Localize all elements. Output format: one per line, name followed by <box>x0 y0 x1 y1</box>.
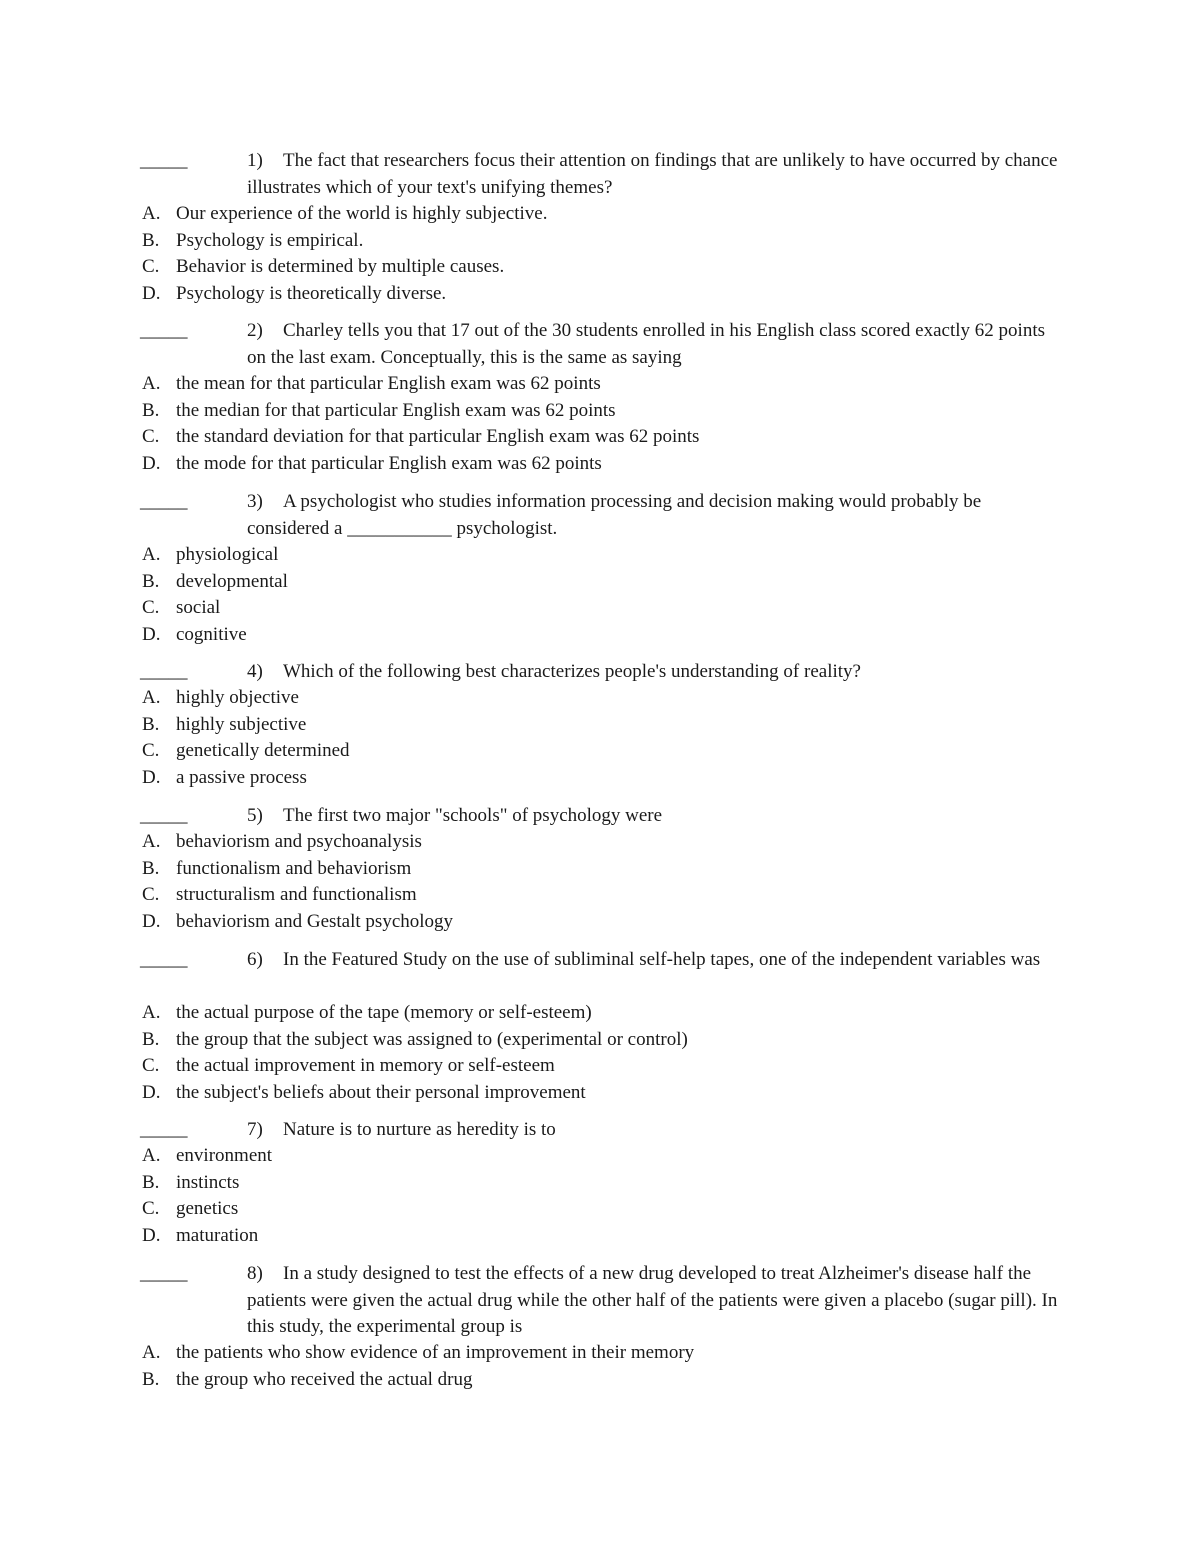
question-text: The fact that researchers focus their attention on findings that are unlikely to have occurred by chance illustrates which of your text's unifying themes? <box>247 150 1058 198</box>
question-number: 4) <box>247 661 263 682</box>
choice-d <box>140 451 1090 478</box>
choice-a <box>140 685 1090 712</box>
choice-text: genetics <box>176 1198 239 1220</box>
choice-list <box>140 1143 1090 1250</box>
choice-text: behaviorism and psychoanalysis <box>176 831 422 852</box>
choice-c <box>140 1196 1090 1223</box>
choice-a <box>140 1000 1090 1027</box>
choice-letter: C. <box>142 597 160 619</box>
choice-text: highly objective <box>176 687 299 708</box>
question-text: Nature is to nurture as heredity is to <box>283 1119 556 1140</box>
choice-letter: A. <box>142 203 161 224</box>
choice-text: Psychology is empirical. <box>176 229 364 251</box>
choice-c <box>140 595 1090 622</box>
choice-text: a passive process <box>176 767 307 789</box>
choice-b <box>140 712 1090 739</box>
choice-text: the standard deviation for that particular English exam was 62 points <box>176 426 700 448</box>
choice-letter: D. <box>142 911 161 933</box>
answer-blank: _____ <box>140 949 188 970</box>
choice-text: environment <box>176 1145 273 1166</box>
choice-text: genetically determined <box>176 740 350 762</box>
choice-text: the patients who show evidence of an improvement in their memory <box>176 1342 695 1363</box>
question-text: Which of the following best characterizes people's understanding of reality? <box>283 661 861 682</box>
choice-b <box>140 1170 1090 1197</box>
choice-text: Behavior is determined by multiple causes. <box>176 256 505 278</box>
choice-letter: B. <box>142 1368 160 1390</box>
choice-letter: B. <box>142 857 160 879</box>
choice-text: the group that the subject was assigned to (experimental or control) <box>176 1028 688 1050</box>
choice-list <box>140 1000 1090 1107</box>
choice-letter: D. <box>142 767 161 789</box>
choice-letter: C. <box>142 1055 160 1077</box>
question-number: 6) <box>247 949 263 970</box>
choice-list <box>140 829 1090 936</box>
choice-text: Our experience of the world is highly subjective. <box>176 203 548 224</box>
choice-a <box>140 829 1090 856</box>
question-text: In the Featured Study on the use of subliminal self-help tapes, one of the independent variables was <box>283 949 1041 970</box>
choice-text: the group who received the actual drug <box>176 1368 473 1390</box>
choice-letter: C. <box>142 740 160 762</box>
choice-letter: B. <box>142 570 160 592</box>
choice-text: highly subjective <box>176 713 307 735</box>
choice-b <box>140 856 1090 883</box>
question-text: A psychologist who studies information processing and decision making would probably be considered a ___________ psychologist. <box>247 491 982 539</box>
choice-text: the actual purpose of the tape (memory or self-esteem) <box>176 1002 592 1023</box>
choice-text: maturation <box>176 1225 259 1247</box>
choice-b <box>140 228 1090 255</box>
question-number: 8) <box>247 1263 263 1284</box>
choice-letter: D. <box>142 1225 161 1247</box>
answer-blank: _____ <box>140 661 188 682</box>
choice-letter: A. <box>142 544 161 565</box>
choice-c <box>140 254 1090 281</box>
choice-b <box>140 1027 1090 1054</box>
choice-letter: D. <box>142 283 161 305</box>
choice-list <box>140 371 1090 478</box>
choice-c <box>140 882 1090 909</box>
answer-blank: _____ <box>140 1119 188 1140</box>
choice-a <box>140 1143 1090 1170</box>
question-number: 7) <box>247 1119 263 1140</box>
choice-a <box>140 542 1090 569</box>
choice-a <box>140 1340 1090 1367</box>
choice-letter: D. <box>142 624 161 646</box>
choice-d <box>140 909 1090 936</box>
answer-blank: _____ <box>140 320 188 341</box>
choice-text: the actual improvement in memory or self-esteem <box>176 1055 555 1077</box>
choice-c <box>140 1053 1090 1080</box>
choice-d <box>140 1223 1090 1250</box>
choice-letter: D. <box>142 1082 161 1104</box>
choice-text: the mean for that particular English exam was 62 points <box>176 373 601 394</box>
choice-text: structuralism and functionalism <box>176 884 417 906</box>
choice-letter: A. <box>142 687 161 708</box>
choice-c <box>140 424 1090 451</box>
choice-letter: B. <box>142 1028 160 1050</box>
choice-letter: A. <box>142 1145 161 1166</box>
choice-text: developmental <box>176 570 288 592</box>
choice-d <box>140 622 1090 649</box>
choice-text: the median for that particular English exam was 62 points <box>176 399 616 421</box>
choice-b <box>140 569 1090 596</box>
choice-d <box>140 765 1090 792</box>
choice-letter: C. <box>142 256 160 278</box>
choice-text: the mode for that particular English exam was 62 points <box>176 453 602 475</box>
choice-text: instincts <box>176 1171 240 1193</box>
choice-list <box>140 201 1090 308</box>
question-number: 5) <box>247 805 263 826</box>
choice-d <box>140 1080 1090 1107</box>
choice-letter: C. <box>142 884 160 906</box>
choice-a <box>140 371 1090 398</box>
choice-text: cognitive <box>176 624 247 646</box>
choice-letter: B. <box>142 713 160 735</box>
choice-b <box>140 398 1090 425</box>
question-number: 2) <box>247 320 263 341</box>
choice-d <box>140 281 1090 308</box>
choice-letter: A. <box>142 1342 161 1363</box>
question-number: 1) <box>247 150 263 171</box>
answer-blank: _____ <box>140 150 188 171</box>
question-number: 3) <box>247 491 263 512</box>
choice-c <box>140 738 1090 765</box>
choice-text: physiological <box>176 544 279 565</box>
choice-text: Psychology is theoretically diverse. <box>176 283 447 305</box>
choice-letter: A. <box>142 1002 161 1023</box>
choice-letter: D. <box>142 453 161 475</box>
question-text: The first two major "schools" of psychology were <box>283 805 663 826</box>
choice-text: social <box>176 597 221 619</box>
choice-letter: B. <box>142 229 160 251</box>
answer-blank: _____ <box>140 491 188 512</box>
choice-letter: C. <box>142 426 160 448</box>
choice-b <box>140 1367 1090 1394</box>
choice-letter: A. <box>142 373 161 394</box>
choice-letter: C. <box>142 1198 160 1220</box>
answer-blank: _____ <box>140 1263 188 1284</box>
choice-text: the subject's beliefs about their personal improvement <box>176 1082 586 1104</box>
choice-letter: B. <box>142 399 160 421</box>
choice-text: functionalism and behaviorism <box>176 857 412 879</box>
choice-list <box>140 542 1090 649</box>
choice-text: behaviorism and Gestalt psychology <box>176 911 454 933</box>
choice-a <box>140 201 1090 228</box>
choice-letter: B. <box>142 1171 160 1193</box>
answer-blank: _____ <box>140 805 188 826</box>
choice-list <box>140 1340 1090 1393</box>
choice-letter: A. <box>142 831 161 852</box>
question-text: Charley tells you that 17 out of the 30 students enrolled in his English class scored exactly 62 points on the last exam. Conceptually, this is the same as saying <box>247 320 1045 368</box>
choice-list <box>140 685 1090 792</box>
question-text: In a study designed to test the effects of a new drug developed to treat Alzheimer's disease half the patients were given the actual drug while the other half of the patients were given a placebo (sugar pill). In this study, the experimental group is <box>247 1263 1058 1337</box>
